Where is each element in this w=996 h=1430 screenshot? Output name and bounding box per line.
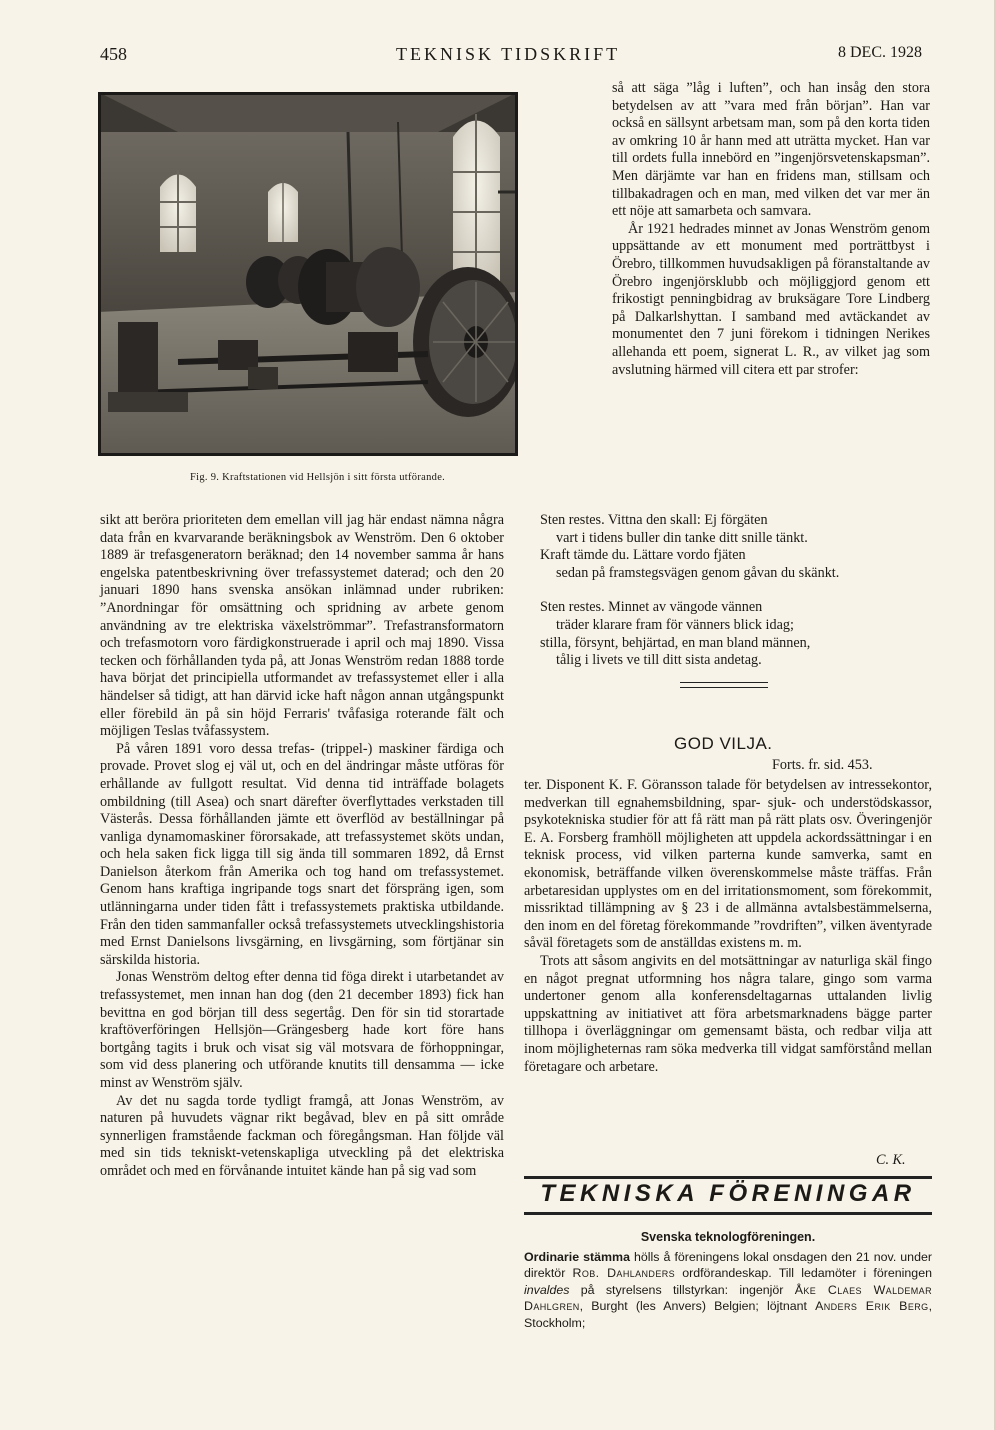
notice-text: på styrelsens tillstyrkan: ingenjör [569, 1282, 795, 1297]
poem-line: Sten restes. Vittna den skall: Ej förgäten [540, 512, 768, 528]
article-body [524, 777, 932, 1076]
notice-lead: Ordinarie stämma [524, 1250, 630, 1264]
society-name: Svenska teknologföreningen. [640, 1230, 816, 1244]
generator-near [413, 267, 518, 417]
poem-line: träder klarare fram för vänners blick idag; [556, 616, 794, 633]
top-right-column [612, 80, 930, 379]
poem [540, 512, 932, 687]
poem-stanza [540, 599, 932, 669]
paragraph: Av det nu sagda torde tydligt framgå, att Jonas Wenström, av naturen på huvudets vägnar rikt begåvad, blev en på sitt område synnerligen framstående fackman och föregångsman. Han följde väl med sin tids tekniskt-vetenskapliga utveckling på det elektriska området och med en förvånande intuitet kände han på sig vad som [100, 1092, 504, 1179]
issue-date: 8 DEC. 1928 [838, 44, 922, 61]
paragraph: På våren 1891 voro dessa trefas- (trippel-) maskiner färdiga och provade. Provet slog ej väl ut, och en del ändringar måste utföras för erhållande av fullgott resultat. Vid denna tid inträffade bolagets ombildning (till Asea) och snart därefter överflyttades verkstaden till Västerås. Dessa förhållanden jämte ett överflöd av beställningar på vanliga dynamomaskiner förorsakade, att trefassystemet sköts undan, och hela saken fick ligga till sig ända till sommaren 1892, då Ernst Danielson återkom från Amerika och tog hand om trefassystemet. Genom hans kraftiga ingripande togs snart det förspräng igen, som utlänningarna under tiden fått i trefassystemets praktiska utbildande. Från den tiden sammanfaller också trefassystemets utvecklingshistoria med Ernst Danielsons livsgärning, en livsgärning, som förtjänar sin särskilda historia. [100, 740, 504, 968]
paragraph: sikt att beröra prioriteten dem emellan vill jag här endast nämna några data från en kvarvarande beräkningsbok av Wenström. Den 6 oktober 1889 är trefasgeneratorn beräknad; den 14 november samma år hans engelska patentbeskrivning över trefassystemet daterad; och den 20 januari 1890 hans svenska ansökan inlämnad under rubriken: ”Anordningar för omsättning och spridning av arbete genom användning av tre elektriska växelströmmar”. Trefastransformatorn och trefasmotorn voro färdigkonstruerade i april och maj 1890. Vissa tecken och förhållanden tyda på, att Jonas Wenström redan 1888 torde hava börjat det principiella utformandet av trefassystemet eller i alla händelser så tidigt, att han därvid icke haft någon annan utgångspunkt eller förebild än på sin höjd Ferraris' tvåfasiga roterande fält och möjligen Teslas tvåfassystem. [100, 512, 504, 740]
notice-emphasis: invaldes [524, 1282, 570, 1297]
paragraph: År 1921 hedrades minnet av Jonas Wenström genom uppsättande av ett monument med porträttbyst i Örebro, tillkommen huvudsakligen på föranstaltande av Örebro ingenjörsklubb och möjliggjord genom ett frikostigt penningbidrag av bruksägare Tore Lindberg på Dalkarlshyttan. I samband med avtäckandet av monumentet den 7 juni förekom i tidningen Nerikes allehanda ett poem, signerat L. R., av vilket jag som avslutning härmed vill citera ett par strofer: [612, 220, 930, 378]
poem-line: Sten restes. Minnet av vängode vännen [540, 599, 763, 616]
notice-text: , Burght (les Anvers) Belgien; löjtnant [579, 1299, 816, 1314]
society-notice [524, 1249, 932, 1331]
left-column [100, 512, 504, 1181]
paragraph [524, 1249, 932, 1331]
figure-caption: Fig. 9. Kraftstationen vid Hellsjön i sitt första utförande. [190, 472, 446, 483]
notice-text: hölls å föreningens lokal onsdagen den 21 nov. under direktör [524, 1250, 932, 1281]
notice-text: ordförandeskap. Till ledamöter i föreningen [675, 1266, 932, 1281]
poem-line: Kraft tämde du. Lättare vordo fjäten [540, 547, 746, 564]
article-title: GOD VILJA. [674, 734, 773, 753]
page-number: 458 [100, 44, 127, 64]
window-right [453, 114, 500, 282]
window-center [268, 180, 298, 242]
paragraph: så att säga ”låg i luften”, och han insåg den stora betydelsen av att ”vara med från början”. Han var också en sällsynt arbetsam man, som på den korta tiden av omkring 10 år hann med att uträtta mycket. Han var till ordets fulla innebörd en ”ingenjörsvetenskapsman”. Men därjämte var han en fridens man, stillsam och tillbakadragen och en man, med vilken det var mer än ett nöje att samarbeta och samvara. [612, 80, 930, 220]
window-left [160, 170, 196, 252]
poem-line: tålig i livets ve till ditt sista andetag. [556, 652, 762, 669]
paragraph: Jonas Wenström deltog efter denna tid föga direkt i utarbetandet av trefassystemet, men innan han dog (den 21 december 1893) fick han bevittna en god början till dess segertåg. Den för sin tid storartade kraftöverföringen Hellsjön—Grängesberg hade kort före hans bortgång tagits i bruk och visat sig väl motsvara de förhoppningar, som vid dess planering och utförande knutits till densamma — icke minst av Wenström själv. [100, 969, 504, 1091]
person-name: Anders Erik Berg [815, 1299, 929, 1314]
poem-line: vart i tidens buller din tanke ditt snille tänkt. [556, 529, 808, 546]
person-name: Rob. Dahlanders [572, 1266, 676, 1281]
continuation-note: Forts. fr. sid. 453. [772, 757, 873, 773]
poem-stanza [540, 512, 932, 582]
section-heading: TEKNISKA FÖRENINGAR [540, 1180, 916, 1207]
section-divider [680, 682, 768, 688]
poem-line: sedan på framstegsvägen genom gåvan du skänkt. [556, 564, 840, 581]
poem-line: stilla, försynt, behjärtad, en man bland männen, [540, 634, 811, 651]
power-station-photo [98, 92, 518, 456]
section-rule-top [524, 1176, 932, 1179]
paragraph: ter. Disponent K. F. Göransson talade för betydelsen av intressekontor, medverkan till egnahemsbildning, spar- sjuk- och understödskassor, psykotekniska studier för att få rätt man på rätt plats osv. Överingenjör E. A. Forsberg framhöll möjligheten att uppdela ackordssättningar i en teknisk process, vid vilken parterna kunde samverka, samt en ekonomisk, beträffande vilken överenskommelse måste träffas. Från arbetaresidan upplystes om en del irritationsmoment, som förekommit, missriktad tillämpning av § 23 i de allmänna avtalsbestämmelserna, den inom en del företag förekommande ”rovdriften”, vilken äventyrade såväl företagets som de anställdas existens m. m. [524, 777, 932, 952]
author-signature: C. K. [876, 1152, 906, 1168]
section-rule-bottom [524, 1212, 932, 1215]
journal-title: TEKNISK TIDSKRIFT [396, 44, 621, 64]
notice-text: , Stockholm; [524, 1299, 933, 1330]
paragraph: Trots att såsom angivits en del motsättningar av naturliga skäl fingo en något pregnat utformning hos några talare, gingo som varma undertoner genom alla konferensdeltagarnas uttalanden livlig uppskattning av initiativet att föra arbetsmarknadens bägge parter tillhopa i överläggningar om gemensamt bästa, och redbar vilja att inom möjligheternas ram söka medverka till vidgat samförstånd mellan företagare och arbetare. [524, 952, 932, 1075]
person-name: Åke Claes Waldemar Dahlgren [524, 1282, 932, 1314]
